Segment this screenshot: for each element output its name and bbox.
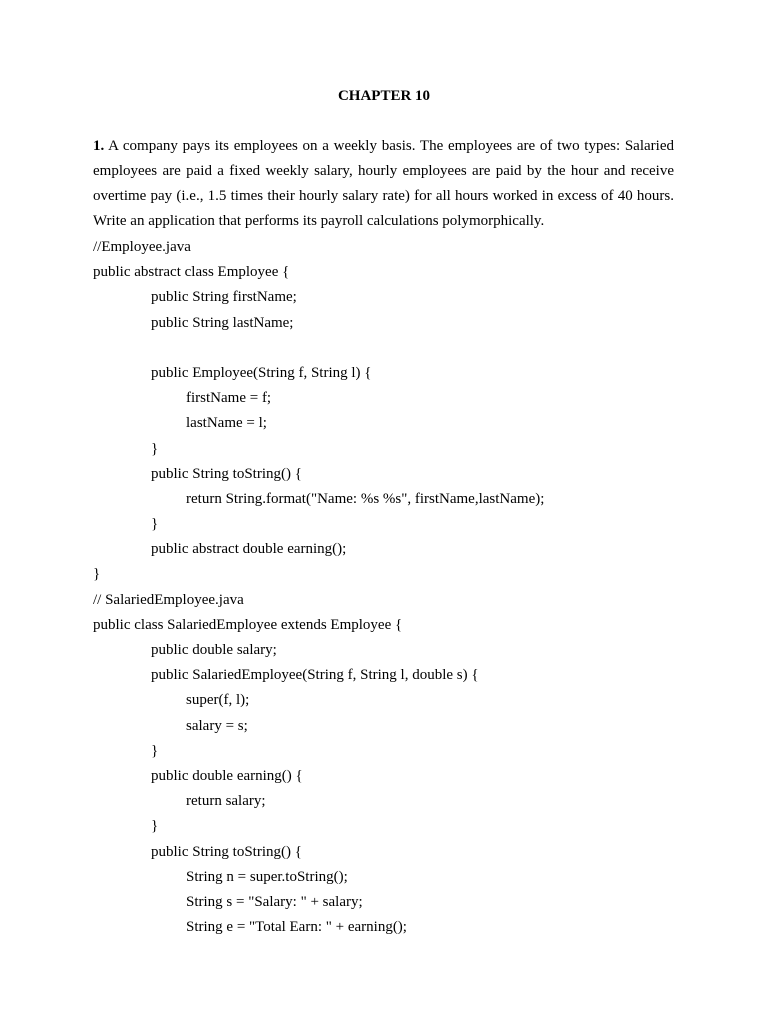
code-line: public double earning() { [151,767,303,784]
code-line: //Employee.java [93,239,191,255]
code-line: public String toString() { [151,465,302,482]
code-line: // SalariedEmployee.java [93,591,244,608]
code-line: } [151,516,159,533]
code-line: public abstract class Employee { [93,264,290,281]
code-line: salary = s; [186,717,248,734]
code-line: String e = "Total Earn: " + earning(); [186,919,407,936]
code-line: public double salary; [151,642,277,658]
code-line: return salary; [186,793,266,810]
code-line: String s = "Salary: " + salary; [186,893,363,910]
code-line: public Employee(String f, String l) { [151,364,372,381]
code-line: public class SalariedEmployee extends Employee { [93,616,403,633]
chapter-title: CHAPTER 10 [337,88,431,104]
question-text: A company pays its employees on a weekly basis. The employees are of two types: Salaried employees are paid a fixed weekly salary, hourly employees are paid by the hour and receive overtime pay (i.e., 1.5 times their hourly salary rate) for all hours worked in excess of 40 hours. Write an application that performs its payroll calculations polymorphically. [93,138,674,230]
code-line: public String firstName; [151,289,297,306]
question-paragraph [93,134,674,234]
code-line: lastName = l; [186,415,267,432]
code-line: return String.format("Name: %s %s", firstName,lastName); [186,490,545,507]
code-line: public SalariedEmployee(String f, String l, double s) { [151,667,479,684]
code-listing [93,235,693,940]
code-line: super(f, l); [186,692,250,709]
code-line: public String lastName; [151,314,294,331]
code-line: public abstract double earning(); [151,541,347,558]
code-line: } [151,440,159,457]
question-number: 1. [93,138,105,154]
code-line: } [93,566,101,583]
code-line: } [151,818,159,835]
code-line [93,336,693,361]
code-line: firstName = f; [186,390,272,407]
code-line: public String toString() { [151,843,302,860]
code-line: String n = super.toString(); [186,868,348,885]
code-line: } [151,742,159,759]
